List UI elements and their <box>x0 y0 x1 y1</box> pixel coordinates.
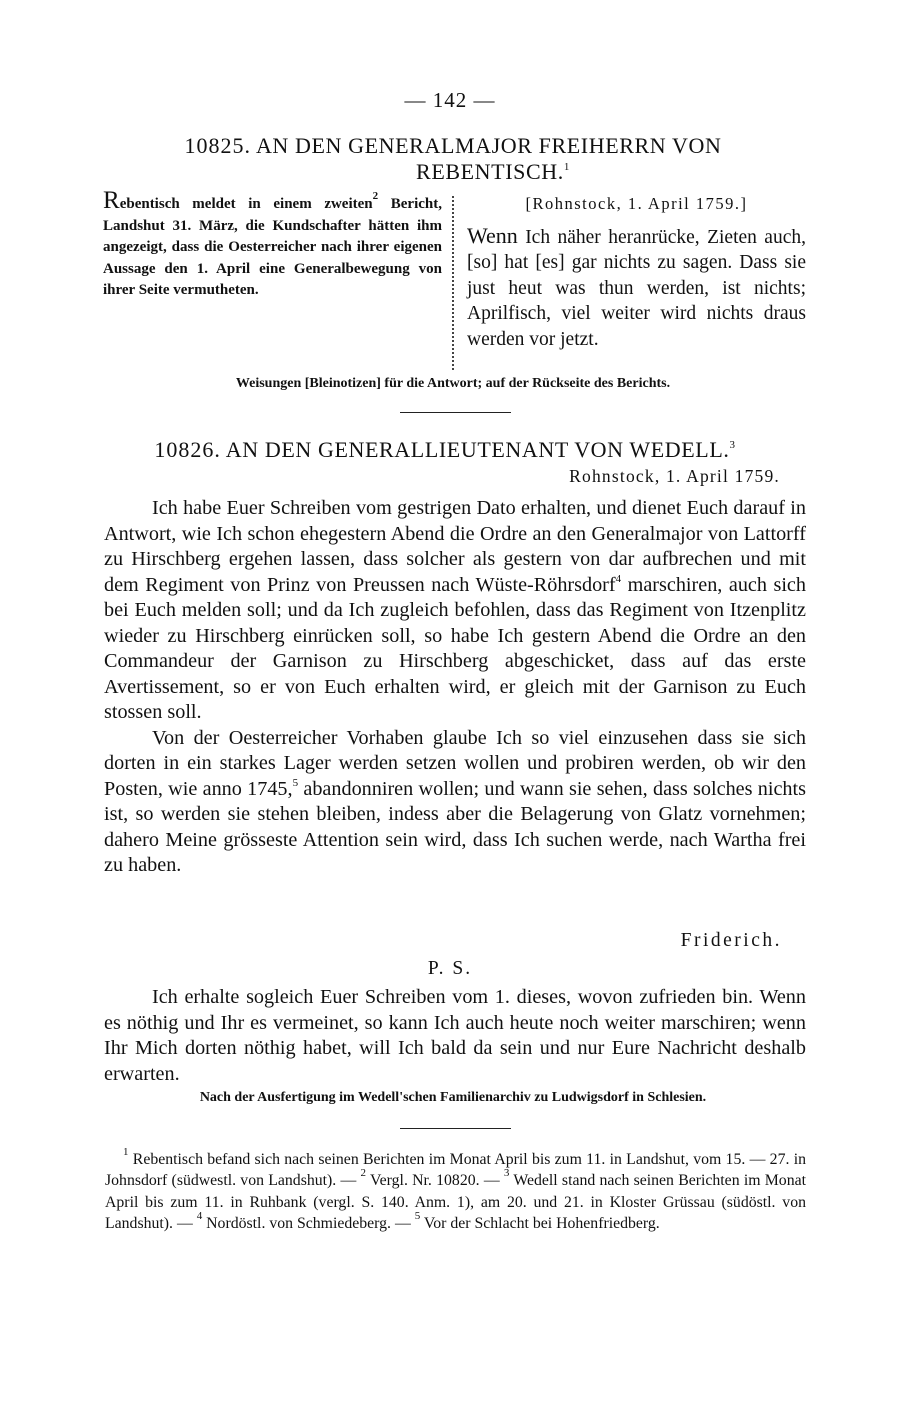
page-number-value: 142 <box>432 88 468 112</box>
footnote-ref-2: 2 <box>372 190 379 202</box>
footnote-ref-3: 3 <box>729 439 736 451</box>
paragraph-1 <box>104 496 806 726</box>
footnote-mark-2: 2 <box>360 1167 367 1180</box>
footnote-ref-4: 4 <box>615 572 622 585</box>
instructions-note: Weisungen [Bleinotizen] für die Antwort; auf der Rückseite des Berichts. <box>235 376 671 391</box>
footnote-1: Rebentisch befand sich nach seinen Berichten im Monat April bis zum 11. in Landshut, vom 15. — 27. in Johnsdorf (südwestl. von Landshut). — <box>105 1151 806 1190</box>
footnote-3: Wedell stand nach seinen Berichten im Monat April bis zum 11. in Ruhbank (vergl. S. 140. Anm. 1), am 20. und 21. in Kloster Grüssau (südöstl. von Landshut). — <box>105 1172 807 1232</box>
reply-initial: Wenn <box>467 222 518 248</box>
page-number: — 142 — <box>404 88 496 112</box>
letter-2-number: 10826. <box>154 437 221 462</box>
footnote-mark-1: 1 <box>123 1146 129 1158</box>
letter-1-heading <box>100 134 806 158</box>
summary-text-a: ebentisch meldet in einem zweiten <box>119 196 373 212</box>
postscript-text: Ich erhalte sogleich Euer Schreiben vom 1. dieses, wovon zufrieden bin. Wenn es nöthig und Ihr es vermeinet, so kann Ich auch heute noch weiter marschiren; wenn Ihr Mich dorten nöthig habet, will Ich bald da sein und nur Eure Nachricht deshalb erwarten. <box>104 986 806 1085</box>
footnote-2: Vergl. Nr. 10820. — <box>366 1172 504 1190</box>
section-divider <box>400 412 511 413</box>
footnote-mark-3: 3 <box>503 1167 510 1180</box>
postscript-label: P. S. <box>427 958 473 979</box>
footnote-divider <box>400 1128 511 1129</box>
reply-body: Ich näher heranrücke, Zieten auch, [so] hat [es] gar nichts zu sagen. Dass sie just heut was thun werden, ist nichts; Aprilfisch, viel weiter wird nichts draus werden vor jetzt. <box>467 226 806 350</box>
footnotes <box>105 1146 807 1234</box>
letter-2-heading <box>100 438 790 462</box>
footnote-ref-1: 1 <box>563 161 570 173</box>
letter-1-heading-line2: REBENTISCH. <box>416 159 564 184</box>
paragraph-1-a: Ich habe Euer Schreiben vom gestrigen Dato erhalten, und dienet Euch darauf in Antwort, wie Ich schon ehegestern Abend die Ordre an den Generalmajor von Lattorff zu Hirschberg ergehen lassen, dass solcher als gestern von dar aufbrechen und mit dem Regiment von Prinz von Preussen nach Wüste-Röhrsdorf <box>104 497 806 596</box>
paragraph-2 <box>104 726 806 879</box>
footnote-5: Vor der Schlacht bei Hohenfriedberg. <box>420 1214 660 1232</box>
source-note: Nach der Ausfertigung im Wedell'schen Familienarchiv zu Ludwigsdorf in Schlesien. <box>199 1090 707 1105</box>
letter-2-heading-text: AN DEN GENERALLIEUTENANT VON WEDELL. <box>225 437 730 462</box>
letter-2-body <box>104 496 806 879</box>
footnote-mark-4: 4 <box>196 1209 203 1222</box>
paragraph-2-b: abandonniren wollen; und wann sie sehen, dass solches nichts ist, so werden sie stehen bleiben, indess aber die Belagerung von Glatz vornehmen; dahero Meine grösseste Attention sein wird, dass Ich suchen werde, nach Wartha frei zu haben. <box>104 777 806 876</box>
paragraph-2-a: Von der Oesterreicher Vorhaben glaube Ich so viel einzusehen dass sie sich dorten in ein starkes Lager werden setzen wollen und probiren werden, ob wir den Posten, wie anno 1745, <box>104 726 806 800</box>
report-summary <box>103 187 442 302</box>
summary-text-b: Bericht, Landshut 31. März, die Kundschafter hätten ihm angezeigt, dass die Oesterreicher nach ihrer eigenen Aussage den 1. April eine Generalbewegung von ihrer Seite vermutheten. <box>103 196 442 298</box>
reply-place-date: [Rohnstock, 1. April 1759.] <box>525 194 748 213</box>
letter-2-place-date: Rohnstock, 1. April 1759. <box>569 466 780 486</box>
letter-1-heading-cont <box>140 160 846 184</box>
footnote-4: Nordöstl. von Schmiedeberg. — <box>202 1214 415 1232</box>
signature: Friderich. <box>680 930 782 951</box>
column-divider <box>452 196 454 370</box>
summary-initial: R <box>103 187 120 214</box>
letter-1-number: 10825. <box>184 133 252 158</box>
footnote-ref-5: 5 <box>292 776 299 789</box>
postscript-body <box>104 985 806 1087</box>
reply-text <box>467 223 806 353</box>
letter-1-heading-line1: AN DEN GENERALMAJOR FREIHERRN VON <box>255 133 722 158</box>
reply-column <box>467 191 806 353</box>
footnote-mark-5: 5 <box>414 1209 421 1222</box>
footnote-block <box>105 1146 807 1234</box>
paragraph-1-b: marschiren, auch sich bei Euch melden soll; und da Ich zugleich befohlen, dass das Regiment von Itzenplitz wieder zu Hirschberg einrücken soll, so habe Ich gestern Abend die Ordre an den Commandeur der Garnison zu Hirschberg abgeschicket, dass auf das erste Avertissement, so er von Euch erhalten wird, er gleich mit der Garnison zu Euch stossen soll. <box>104 573 806 723</box>
